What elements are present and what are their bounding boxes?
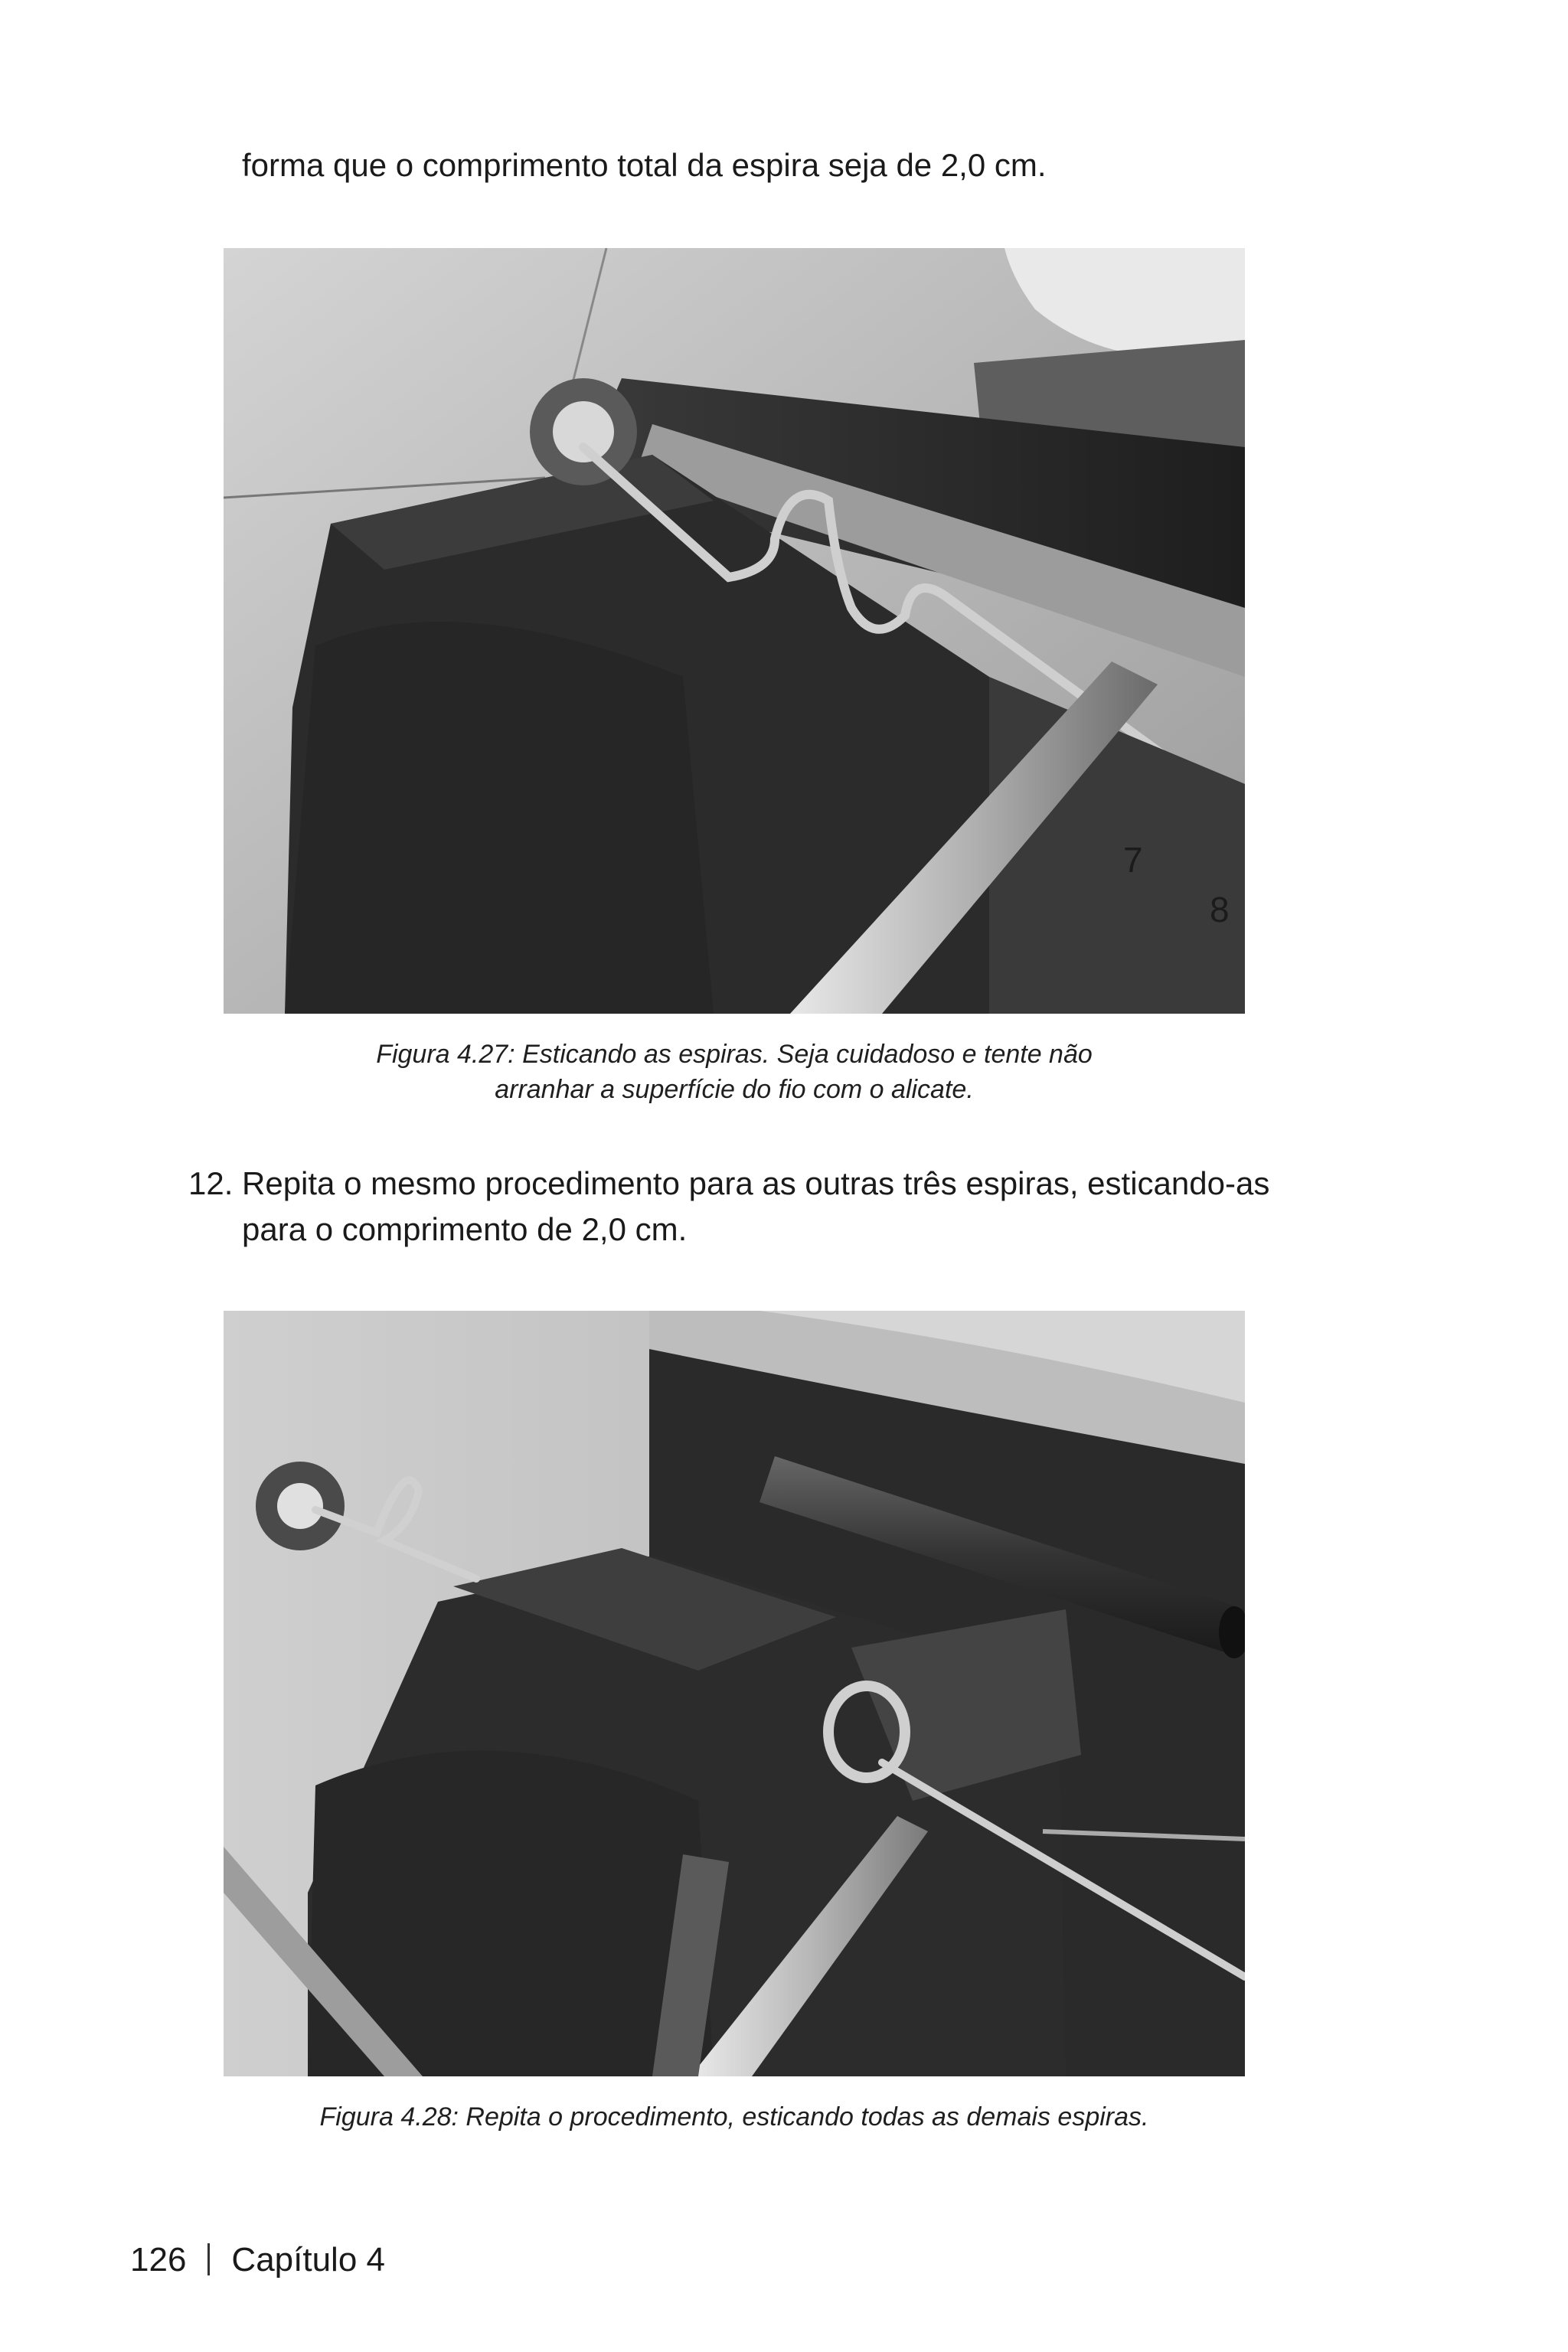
svg-text:7: 7 xyxy=(1123,840,1143,880)
figure-4-27-photo xyxy=(224,248,1245,1014)
vise-repeat-procedure-illustration xyxy=(224,1311,1245,2076)
page-number: 126 xyxy=(130,2241,187,2278)
page-footer xyxy=(130,2237,385,2283)
footer-separator xyxy=(207,2243,210,2275)
step-text: Repita o mesmo procedimento para as outras três espiras, esticando-as para o comprimento de 2,0 cm. xyxy=(242,1165,1270,1247)
step-number: 12. xyxy=(188,1165,234,1201)
body-paragraph-continuation: forma que o comprimento total da espira seja de 2,0 cm. xyxy=(242,147,1047,183)
figure-4-27-caption-line2: arranhar a superfície do fio com o alicate. xyxy=(495,1075,974,1104)
vise-stretching-coil-illustration xyxy=(224,248,1245,1014)
figure-4-27-caption xyxy=(224,1037,1245,1107)
figure-4-28-caption: Figura 4.28: Repita o procedimento, esticando todas as demais espiras. xyxy=(319,2102,1149,2132)
figure-4-28-photo xyxy=(224,1311,1245,2076)
figure-4-27-caption-line1: Figura 4.27: Esticando as espiras. Seja cuidadoso e tente não xyxy=(376,1040,1093,1069)
chapter-label: Capítulo 4 xyxy=(231,2241,385,2278)
svg-text:8: 8 xyxy=(1210,890,1230,929)
